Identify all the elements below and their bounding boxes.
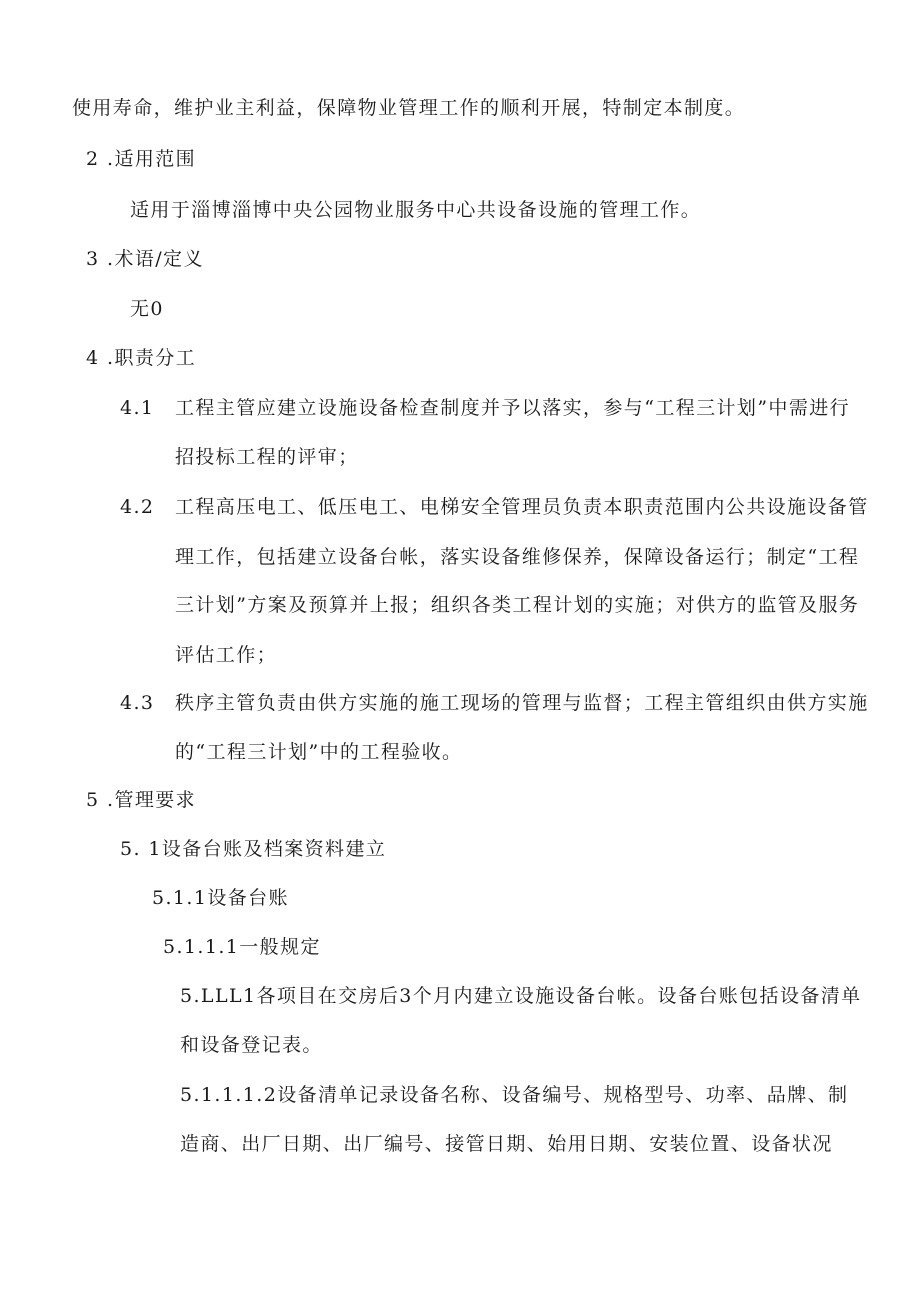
section-4-number: 4 (86, 347, 100, 369)
intro-line: 使用寿命，维护业主利益，保障物业管理工作的顺利开展，特制定本制度。 (72, 97, 746, 119)
section-4-title: .职责分工 (107, 347, 197, 369)
section-5-number: 5 (86, 789, 100, 811)
section-2-number: 2 (86, 148, 100, 170)
section-3-body: 无0 (130, 298, 164, 320)
item-4-2-line: 三计划”方案及预算并上报；组织各类工程计划的实施；对供方的监管及服务 (175, 594, 860, 616)
section-5-title: .管理要求 (107, 789, 197, 811)
paragraph-line: 造商、出厂日期、出厂编号、接管日期、始用日期、安装位置、设备状况 (180, 1133, 833, 1155)
item-4-2-line: 工程高压电工、低压电工、电梯安全管理员负责本职责范围内公共设施设备管 (175, 496, 869, 518)
item-4-2-line: 理工作，包括建立设备台帐，落实设备维修保养，保障设备运行；制定“工程 (175, 546, 860, 568)
subsection-5-1-1-1: 5.1.1.1一般规定 (163, 936, 321, 958)
paragraph-line: 5.1.1.1.2设备清单记录设备名称、设备编号、规格型号、功率、品牌、制 (180, 1084, 849, 1106)
item-4-3-line: 秩序主管负责由供方实施的施工现场的管理与监督；工程主管组织由供方实施 (175, 692, 869, 714)
paragraph-line: 和设备登记表。 (180, 1034, 323, 1056)
section-3-title: .术语/定义 (107, 248, 204, 270)
item-4-1-line: 招投标工程的评审； (175, 446, 359, 468)
item-4-3-line: 的“工程三计划”中的工程验收。 (175, 741, 463, 763)
subsection-5-1: 5. 1设备台账及档案资料建立 (120, 838, 387, 860)
paragraph-line: 5.LLL1各项目在交房后3个月内建立设施设备台帐。设备台账包括设备清单 (180, 985, 862, 1007)
item-4-2-line: 评估工作； (175, 644, 278, 666)
section-2-body: 适用于淄博淄博中央公园物业服务中心共设备设施的管理工作。 (130, 199, 702, 221)
item-4-3-number: 4.3 (120, 692, 155, 714)
item-4-2-number: 4.2 (120, 496, 155, 518)
section-3-number: 3 (86, 248, 100, 270)
item-4-1-line: 工程主管应建立设施设备检查制度并予以落实，参与“工程三计划”中需进行 (175, 397, 851, 419)
subsection-5-1-1: 5.1.1设备台账 (152, 887, 289, 909)
item-4-1-number: 4.1 (120, 397, 155, 419)
section-2-title: .适用范围 (107, 148, 197, 170)
